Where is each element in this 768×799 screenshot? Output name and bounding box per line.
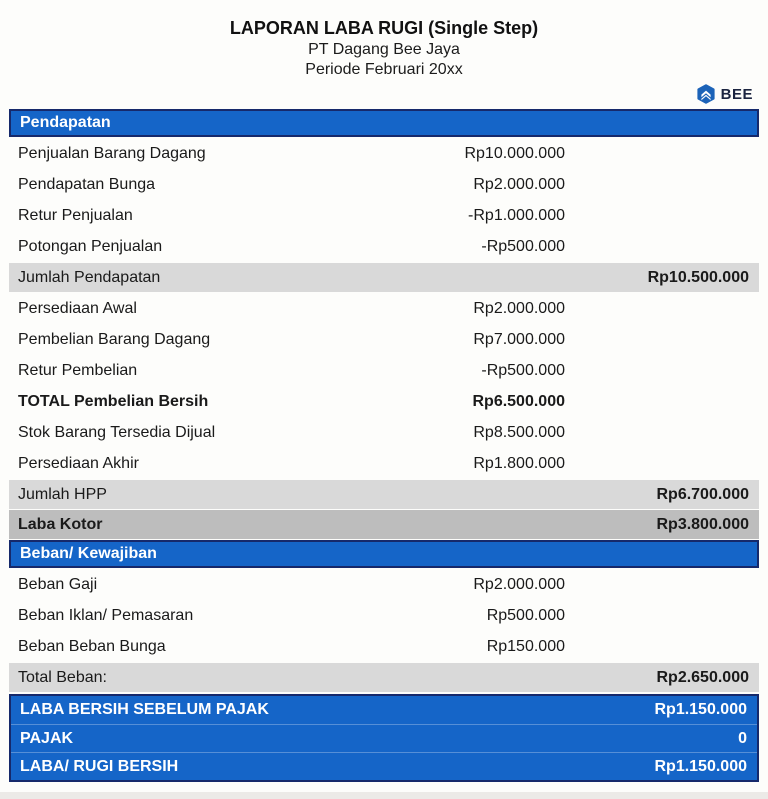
section-header-pendapatan bbox=[9, 109, 759, 137]
row-amount: Rp8.500.000 bbox=[473, 423, 565, 441]
report-period: Periode Februari 20xx bbox=[305, 61, 463, 79]
bee-hexagon-chevron-icon bbox=[696, 84, 716, 104]
row-label: Persediaan Akhir bbox=[18, 454, 139, 472]
row-label: LABA/ RUGI BERSIH bbox=[20, 757, 179, 775]
section-header-beban-kewajiban bbox=[9, 540, 759, 568]
section-title: Pendapatan bbox=[20, 114, 111, 132]
row-label: Laba Kotor bbox=[18, 515, 103, 533]
brand-logo-text: BEE bbox=[720, 85, 753, 103]
row-amount: Rp6.500.000 bbox=[472, 392, 565, 410]
row-label: Potongan Penjualan bbox=[18, 237, 163, 255]
row-label: Total Beban: bbox=[18, 668, 107, 686]
grand-total-row-pajak bbox=[11, 724, 757, 752]
brand-logo bbox=[0, 82, 768, 106]
table-row bbox=[9, 600, 759, 631]
row-amount: Rp150.000 bbox=[486, 637, 565, 655]
row-label: Retur Penjualan bbox=[18, 206, 133, 224]
subtotal-row-jumlah-pendapatan bbox=[9, 263, 759, 292]
photo-edge bbox=[0, 792, 768, 799]
row-total: Rp2.650.000 bbox=[656, 668, 749, 686]
row-total: Rp1.150.000 bbox=[654, 757, 747, 775]
row-amount: -Rp1.000.000 bbox=[468, 206, 565, 224]
subtotal-row-jumlah-hpp bbox=[9, 480, 759, 509]
row-amount: Rp2.000.000 bbox=[473, 299, 565, 317]
table-row bbox=[9, 231, 759, 262]
row-amount: Rp2.000.000 bbox=[473, 575, 565, 593]
report-header bbox=[0, 0, 768, 81]
row-label: Pendapatan Bunga bbox=[18, 175, 156, 193]
row-label: Jumlah Pendapatan bbox=[18, 268, 161, 286]
row-label: Beban Iklan/ Pemasaran bbox=[18, 606, 194, 624]
grand-total-row-laba-sebelum-pajak bbox=[11, 696, 757, 724]
row-label: Penjualan Barang Dagang bbox=[18, 144, 206, 162]
row-label: TOTAL Pembelian Bersih bbox=[18, 392, 209, 410]
row-label: Pembelian Barang Dagang bbox=[18, 330, 211, 348]
row-amount: Rp500.000 bbox=[486, 606, 565, 624]
row-label: Persediaan Awal bbox=[18, 299, 137, 317]
total-pembelian-bersih-row bbox=[9, 386, 759, 417]
row-label: LABA BERSIH SEBELUM PAJAK bbox=[20, 701, 269, 719]
row-label: Stok Barang Tersedia Dijual bbox=[18, 423, 216, 441]
page-title: LAPORAN LABA RUGI (Single Step) bbox=[229, 18, 539, 38]
row-label: Beban Beban Bunga bbox=[18, 637, 166, 655]
row-amount: Rp2.000.000 bbox=[473, 175, 565, 193]
table-row bbox=[9, 417, 759, 448]
grand-total-row-laba-rugi-bersih bbox=[11, 752, 757, 780]
row-amount: -Rp500.000 bbox=[481, 361, 565, 379]
row-total: 0 bbox=[738, 729, 747, 747]
row-amount: -Rp500.000 bbox=[481, 237, 565, 255]
row-amount: Rp10.000.000 bbox=[464, 144, 565, 162]
subtotal-row-laba-kotor bbox=[9, 510, 759, 539]
net-income-block bbox=[9, 694, 759, 782]
row-total: Rp3.800.000 bbox=[656, 515, 749, 533]
row-amount: Rp7.000.000 bbox=[473, 330, 565, 348]
row-total: Rp1.150.000 bbox=[654, 701, 747, 719]
table-row bbox=[9, 569, 759, 600]
table-row bbox=[9, 293, 759, 324]
table-row bbox=[9, 448, 759, 479]
row-label: Jumlah HPP bbox=[18, 485, 107, 503]
table-row bbox=[9, 138, 759, 169]
company-name: PT Dagang Bee Jaya bbox=[308, 40, 460, 58]
income-statement-table bbox=[9, 109, 759, 782]
table-row bbox=[9, 355, 759, 386]
row-amount: Rp1.800.000 bbox=[473, 454, 565, 472]
section-title: Beban/ Kewajiban bbox=[20, 545, 157, 563]
table-row bbox=[9, 169, 759, 200]
row-total: Rp6.700.000 bbox=[656, 485, 749, 503]
row-label: PAJAK bbox=[20, 729, 74, 747]
row-total: Rp10.500.000 bbox=[647, 268, 749, 286]
row-label: Beban Gaji bbox=[18, 575, 98, 593]
row-label: Retur Pembelian bbox=[18, 361, 138, 379]
table-row bbox=[9, 631, 759, 662]
subtotal-row-total-beban bbox=[9, 663, 759, 692]
table-row bbox=[9, 200, 759, 231]
table-row bbox=[9, 324, 759, 355]
